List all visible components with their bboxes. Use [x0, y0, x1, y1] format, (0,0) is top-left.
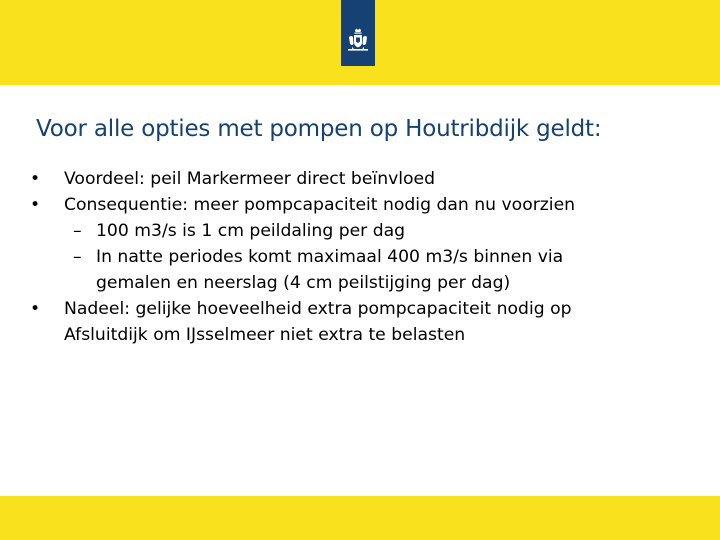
bullet-text-line2: Afsluitdijk om IJsselmeer niet extra te belasten: [64, 325, 466, 345]
sub-bullet-text-line1: In natte periodes komt maximaal 400 m3/s binnen via: [96, 247, 564, 267]
bullet-text: Consequentie: meer pompcapaciteit nodig dan nu voorzien: [64, 195, 576, 215]
sub-bullet-text: 100 m3/s is 1 cm peildaling per dag: [96, 221, 406, 241]
bullet-marker: •: [30, 195, 41, 215]
bullet-item-consequentie: [30, 192, 690, 218]
sub-bullet-item-natte-periodes: [30, 244, 690, 296]
sub-bullet-text-line2: gemalen en neerslag (4 cm peilstijging per dag): [96, 273, 511, 293]
bullet-item-nadeel: [30, 296, 690, 348]
bullet-text: Voordeel: peil Markermeer direct beïnvloed: [64, 169, 436, 189]
bullet-marker: •: [30, 169, 41, 189]
bullet-item-voordeel: [30, 166, 690, 192]
rijksoverheid-crest-icon: [346, 28, 370, 54]
bottom-yellow-bar: [0, 496, 720, 540]
sub-bullet-marker: –: [73, 247, 82, 267]
sub-bullet-marker: –: [73, 221, 82, 241]
rijksoverheid-logo: [341, 0, 375, 66]
sub-bullet-item-pompen: [30, 218, 690, 244]
bullet-list: [30, 166, 690, 348]
slide-title: Voor alle opties met pompen op Houtribdijk geldt:: [36, 116, 602, 142]
bullet-marker: •: [30, 299, 41, 319]
bullet-text-line1: Nadeel: gelijke hoeveelheid extra pompcapaciteit nodig op: [64, 299, 572, 319]
